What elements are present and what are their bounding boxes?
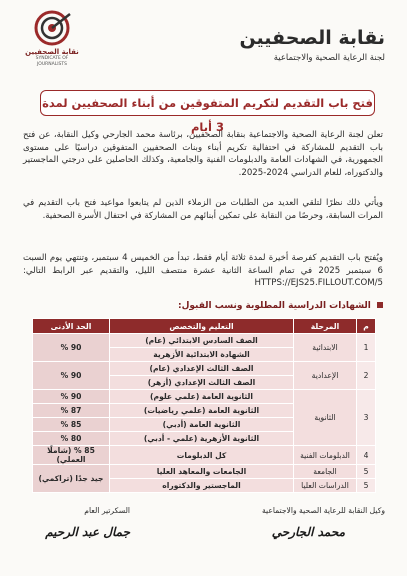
table-row <box>33 465 376 479</box>
table-row <box>33 362 376 376</box>
row-specialty: الثانوية العامة (علمي علوم) <box>110 390 294 404</box>
row-stage: الابتدائية <box>294 334 357 362</box>
row-specialty: الثانوية العامة (علمي رياضيات) <box>110 404 294 418</box>
col-header-stage: المرحلة <box>294 319 357 334</box>
row-specialty: الصف الثالث الإعدادي (أزهر) <box>110 376 294 390</box>
row-number: 1 <box>357 334 376 362</box>
logo-emblem-icon <box>32 8 72 48</box>
row-specialty: الجامعات والمعاهد العليا <box>110 465 294 479</box>
row-specialty: الثانوية العامة (أدبي) <box>110 418 294 432</box>
table-row <box>33 334 376 348</box>
row-number: 4 <box>357 446 376 465</box>
row-specialty: الماجستير والدكتوراه <box>110 479 294 493</box>
page-subtitle: لجنة الرعاية الصحية والاجتماعية <box>273 53 385 63</box>
row-minimum: جيد جدًا (تراكمي) <box>33 465 110 493</box>
signature-secretary <box>30 506 130 539</box>
row-stage: الإعدادية <box>294 362 357 390</box>
col-header-specialty: التعليم والتخصص <box>110 319 294 334</box>
col-header-minimum: الحد الأدنى <box>33 319 110 334</box>
row-minimum: 85 % <box>33 418 110 432</box>
signature-deputy <box>205 506 385 539</box>
row-specialty: كل الدبلومات <box>110 446 294 465</box>
logo-name-en: SYNDICATE OF JOURNALISTS <box>35 56 69 67</box>
row-specialty: الصف السادس الابتدائي (عام) <box>110 334 294 348</box>
signature-name: محمد الجارحي <box>271 525 345 539</box>
row-specialty: الثانوية الأزهرية (علمي - أدبي) <box>110 432 294 446</box>
section-title-text: الشهادات الدراسية المطلوبة ونسب القبول: <box>177 301 371 311</box>
requirements-table <box>32 318 376 493</box>
row-number: 5 <box>357 479 376 493</box>
square-bullet-icon <box>377 302 383 308</box>
signature-name: جمال عبد الرحيم <box>45 525 130 539</box>
row-stage: الثانوية <box>294 390 357 446</box>
logo-name-ar: نقابة الصحفيين <box>25 48 79 56</box>
col-header-number: م <box>357 319 376 334</box>
table-row <box>33 446 376 465</box>
row-minimum: 90 % <box>33 334 110 362</box>
header <box>239 26 385 64</box>
row-number: 5 <box>357 465 376 479</box>
paragraph-dates: ويُفتح باب التقديم كفرصة أخيرة لمدة ثلاثة أيام فقط، تبدأ من الخميس 4 سبتمبر، وتنتهي يوم السبت 6 سبتمبر 2025 في تمام الساعة الثانية عشرة منتصف الليل، والتقديم عبر الرابط التالي: HTTPS://EJS25.FILLOUT.COM/5 <box>23 253 383 289</box>
row-minimum: 80 % <box>33 432 110 446</box>
row-specialty: الشهادة الابتدائية الأزهرية <box>110 348 294 362</box>
row-minimum: 90 % <box>33 362 110 390</box>
row-minimum: 85 % (شاملًا العملي) <box>33 446 110 465</box>
page-title: نقابة الصحفيين <box>239 27 385 49</box>
announcement-banner: فتح باب التقديم لتكريم المتفوقين من أبناء الصحفيين لمدة 3 أيام <box>40 90 375 116</box>
table-header-row <box>33 319 376 334</box>
row-stage: الدراسات العليا <box>294 479 357 493</box>
signature-title: السكرتير العام <box>84 506 130 515</box>
row-number: 3 <box>357 390 376 446</box>
signature-title: وكيل النقابة للرعاية الصحية والاجتماعية <box>261 506 385 515</box>
paragraph-reason: ويأتي ذلك نظرًا لتلقي العديد من الطلبات من الزملاء الذين لم يتابعوا مواعيد فتح باب التقديم في المرات السابقة، وحرصًا من النقابة على تمكين أبنائهم من المشاركة في احتفال الأسرة الصحفية. <box>23 198 383 221</box>
row-stage: الدبلومات الفنية <box>294 446 357 465</box>
table-row <box>33 390 376 404</box>
syndicate-logo <box>24 8 80 78</box>
row-minimum: 90 % <box>33 390 110 404</box>
row-specialty: الصف الثالث الإعدادي (عام) <box>110 362 294 376</box>
row-stage: الجامعة <box>294 465 357 479</box>
paragraph-intro: تعلن لجنة الرعاية الصحية والاجتماعية بنقابة الصحفيين، برئاسة محمد الجارحي وكيل النقابة، عن فتح باب التقديم للمشاركة في احتفالية تكريم أبناء وبنات الصحفيين المتفوقين دراسيًا على مستوى الجمهورية، في الشهادات العامة والدبلومات الفنية والجامعية، وكذلك الحاصلين على درجتي الماجستير والدكتوراه، للعام الدراسي 2024-2025. <box>23 130 383 178</box>
row-number: 2 <box>357 362 376 390</box>
row-minimum: 87 % <box>33 404 110 418</box>
section-title <box>178 301 383 311</box>
